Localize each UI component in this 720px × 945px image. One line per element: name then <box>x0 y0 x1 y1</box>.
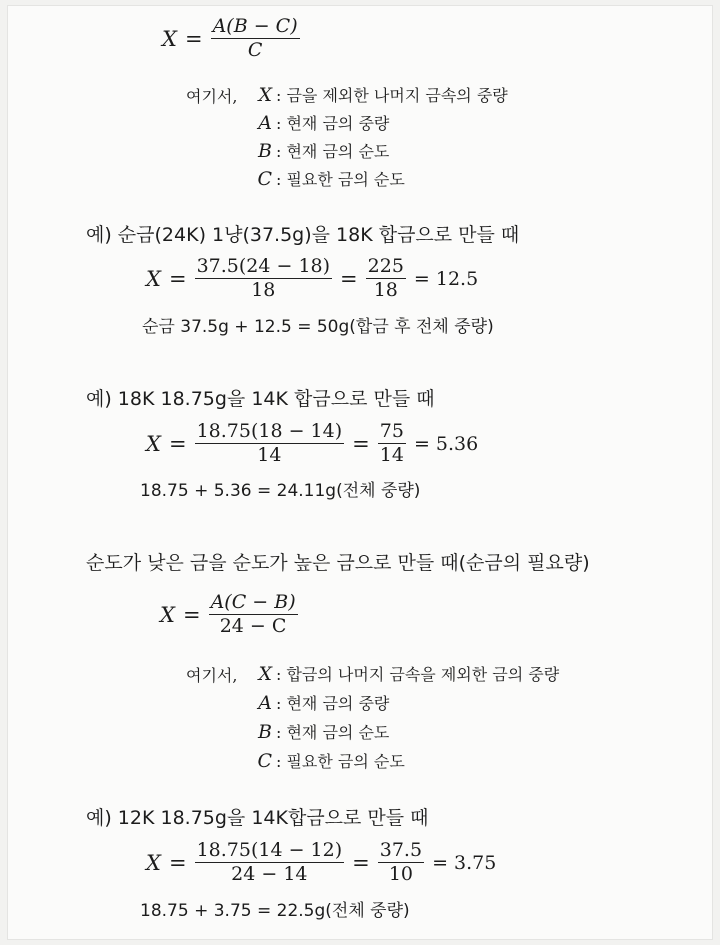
formula-fraction <box>211 16 300 62</box>
definition-row <box>256 691 389 714</box>
definition-text: : 현재 금의 순도 <box>276 723 390 742</box>
equals-sign: = <box>340 266 358 291</box>
numerator: A(B − C) <box>212 15 298 37</box>
denominator: 14 <box>379 443 404 466</box>
definition-text: : 필요한 금의 순도 <box>276 170 405 189</box>
formula-variable: X <box>146 850 161 875</box>
numerator: 225 <box>367 255 404 277</box>
definition-row <box>256 720 389 743</box>
document-page <box>8 6 712 939</box>
definition-key: B <box>258 721 272 743</box>
definition-row <box>256 167 405 190</box>
definition-row <box>256 662 559 685</box>
definition-text: : 현재 금의 순도 <box>276 142 390 161</box>
equals-sign: = <box>352 850 370 875</box>
denominator: 24 − C <box>219 614 287 637</box>
denominator: 18 <box>251 278 276 301</box>
definition-row <box>256 139 389 162</box>
fraction <box>378 840 424 886</box>
formula-2 <box>160 592 298 638</box>
example-equation <box>146 256 478 302</box>
numerator: 37.5 <box>379 839 423 861</box>
formula-variable: X <box>162 26 177 51</box>
denominator: 18 <box>373 278 398 301</box>
example-result-line: 18.75 + 3.75 = 22.5g(전체 중량) <box>140 901 410 921</box>
definitions-prefix: 여기서, <box>186 666 238 685</box>
fraction <box>195 421 345 467</box>
result-value: = 5.36 <box>413 432 479 455</box>
denominator: 14 <box>257 443 282 466</box>
example-heading: 예) 12K 18.75g을 14K합금으로 만들 때 <box>86 807 429 829</box>
formula-1 <box>162 16 300 62</box>
definition-text: : 현재 금의 중량 <box>276 694 390 713</box>
definitions-prefix: 여기서, <box>186 87 238 106</box>
formula-variable: X <box>160 602 175 627</box>
definition-key: A <box>258 692 272 714</box>
fraction <box>366 256 406 302</box>
formula-variable: X <box>146 266 161 291</box>
definition-text: : 필요한 금의 순도 <box>276 752 405 771</box>
formula-fraction <box>209 592 298 638</box>
denominator: 24 − 14 <box>231 862 308 885</box>
fraction <box>195 256 332 302</box>
section-heading: 순도가 낮은 금을 순도가 높은 금으로 만들 때(순금의 필요량) <box>86 552 590 574</box>
definition-key: C <box>257 750 272 772</box>
definition-text: : 합금의 나머지 금속을 제외한 금의 중량 <box>276 665 560 684</box>
formula-variable: X <box>146 431 161 456</box>
result-value: = 12.5 <box>413 267 479 290</box>
numerator: 75 <box>379 420 404 442</box>
numerator: 18.75(18 − 14) <box>196 420 343 442</box>
definition-row <box>256 749 405 772</box>
example-heading: 예) 순금(24K) 1냥(37.5g)을 18K 합금으로 만들 때 <box>86 224 520 246</box>
equals-sign: = <box>168 431 187 456</box>
result-value: = 3.75 <box>432 851 497 874</box>
equals-sign: = <box>168 266 187 291</box>
definition-key: X <box>258 84 272 106</box>
denominator: C <box>247 38 263 61</box>
example-equation <box>146 840 496 886</box>
example-result-line: 순금 37.5g + 12.5 = 50g(합금 후 전체 중량) <box>142 317 494 337</box>
definition-row <box>256 83 508 106</box>
fraction <box>195 840 345 886</box>
denominator: 10 <box>388 862 413 885</box>
definition-row <box>256 111 389 134</box>
definition-key: X <box>258 663 272 685</box>
definition-text: : 금을 제외한 나머지 금속의 중량 <box>276 86 508 105</box>
definition-text: : 현재 금의 중량 <box>276 114 390 133</box>
definition-key: B <box>258 140 272 162</box>
example-heading: 예) 18K 18.75g을 14K 합금으로 만들 때 <box>86 388 435 410</box>
equals-sign: = <box>352 431 370 456</box>
definition-key: A <box>258 112 272 134</box>
example-result-line: 18.75 + 5.36 = 24.11g(전체 중량) <box>140 481 421 501</box>
numerator: 18.75(14 − 12) <box>196 839 343 861</box>
equals-sign: = <box>184 26 203 51</box>
equals-sign: = <box>182 602 201 627</box>
numerator: A(C − B) <box>210 591 296 613</box>
numerator: 37.5(24 − 18) <box>196 255 331 277</box>
definition-key: C <box>257 168 272 190</box>
fraction <box>378 421 406 467</box>
example-equation <box>146 421 478 467</box>
equals-sign: = <box>168 850 187 875</box>
